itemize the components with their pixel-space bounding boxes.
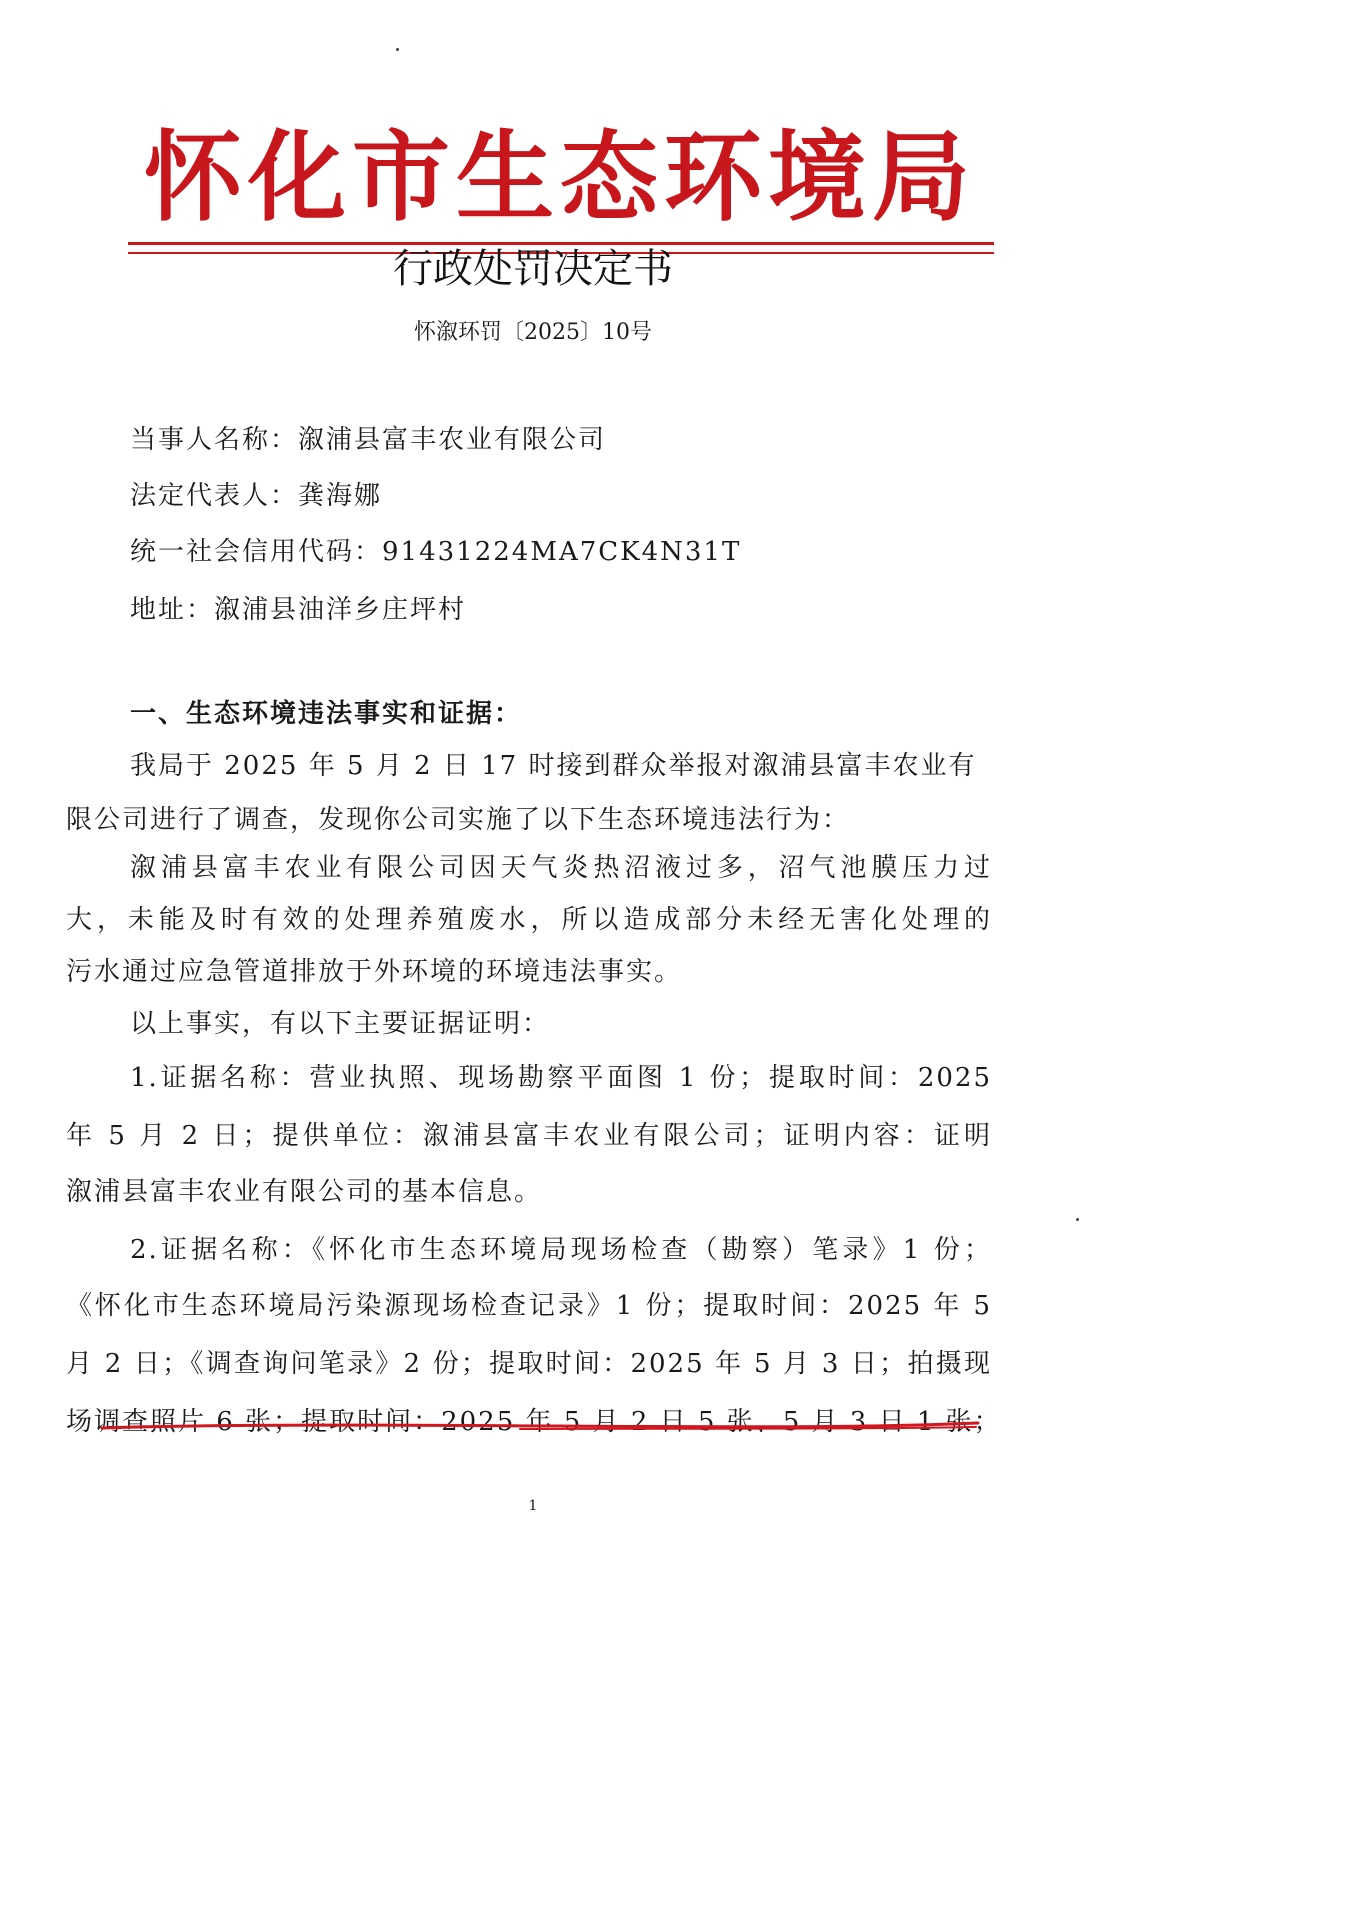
evidence-line: 《怀化市生态环境局污染源现场检查记录》1 份；提取时间：2025 年 5 [66,1291,992,1321]
page-number: 1 [528,1498,538,1514]
evidence-line: 溆浦县富丰农业有限公司的基本信息。 [66,1177,543,1207]
scan-speck [1076,1218,1079,1221]
evidence-line: 1.证据名称：营业执照、现场勘察平面图 1 份；提取时间：2025 [130,1063,992,1093]
paragraph-line: 污水通过应急管道排放于外环境的环境违法事实。 [66,957,683,987]
scan-speck [396,48,399,51]
evidence-line: 年 5 月 2 日；提供单位：溆浦县富丰农业有限公司；证明内容：证明 [66,1121,992,1151]
section-heading: 一、生态环境违法事实和证据： [130,699,523,729]
document-number: 怀溆环罚〔2025〕10号 [414,320,652,345]
masthead-title: 怀化市生态环境局 [143,121,976,235]
party-name: 当事人名称：溆浦县富丰农业有限公司 [130,425,607,455]
document-title: 行政处罚决定书 [393,246,673,292]
evidence-line: 场调查照片 6 张；提取时间：2025 年 5 月 2 日 5 张、5 月 3 日 1 张； [66,1407,1002,1437]
paragraph-line: 大，未能及时有效的处理养殖废水，所以造成部分未经无害化处理的 [66,905,992,935]
party-address: 地址：溆浦县油洋乡庄坪村 [130,595,467,625]
evidence-line: 2.证据名称：《怀化市生态环境局现场检查（勘察）笔录》1 份； [130,1235,992,1265]
paragraph-line: 限公司进行了调查，发现你公司实施了以下生态环境违法行为： [66,805,851,835]
paragraph-line: 以上事实，有以下主要证据证明： [130,1009,551,1039]
evidence-line: 月 2 日；《调查询问笔录》2 份；提取时间：2025 年 5 月 3 日；拍摄现 [66,1349,992,1379]
credit-code: 统一社会信用代码：91431224MA7CK4N31T [130,537,742,567]
paragraph-line: 我局于 2025 年 5 月 2 日 17 时接到群众举报对溆浦县富丰农业有 [130,751,977,781]
paragraph-line: 溆浦县富丰农业有限公司因天气炎热沼液过多，沼气池膜压力过 [130,853,992,883]
legal-representative: 法定代表人：龚海娜 [130,481,383,511]
strikethrough-mark [100,1416,980,1436]
